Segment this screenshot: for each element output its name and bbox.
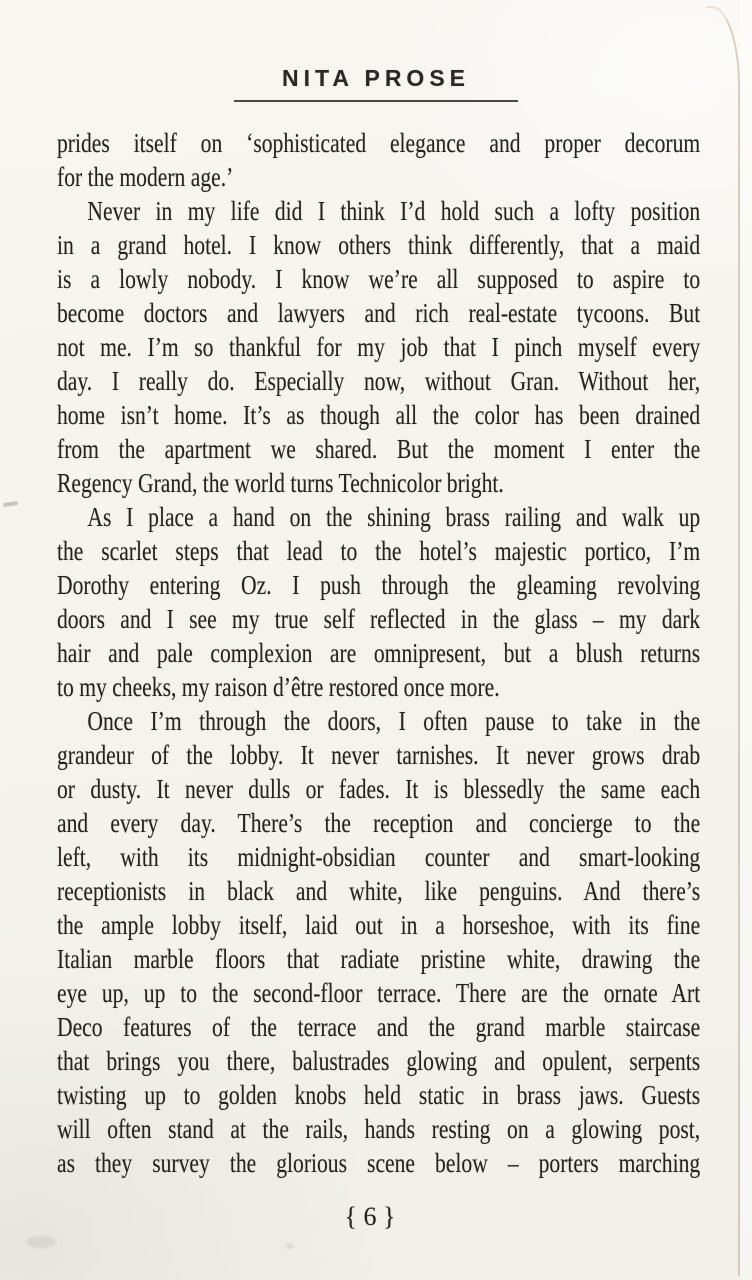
body-line: the ample lobby itself, laid out in a horseshoe, with its fine (57, 910, 700, 940)
page-edge-strip (740, 0, 752, 1280)
body-line: receptionists in black and white, like penguins. And there’s (57, 876, 700, 906)
page-edge-line (706, 6, 740, 1276)
body-line: home isn’t home. It’s as though all the color has been drained (57, 400, 700, 430)
body-line: is a lowly nobody. I know we’re all supposed to aspire to (57, 264, 700, 294)
body-line: As I place a hand on the shining brass railing and walk up (87, 502, 700, 532)
body-line: Once I’m through the doors, I often pause to take in the (87, 706, 700, 736)
body-line: twisting up to golden knobs held static in brass jaws. Guests (57, 1080, 700, 1110)
scan-artifact (3, 501, 18, 507)
body-line: Italian marble floors that radiate pristine white, drawing the (57, 944, 700, 974)
body-line: left, with its midnight-obsidian counter and smart-looking (57, 842, 700, 872)
body-line: grandeur of the lobby. It never tarnishes. It never grows drab (57, 740, 700, 770)
body-line: Deco features of the terrace and the grand marble staircase (57, 1012, 700, 1042)
page-number: { 6 } (344, 1202, 396, 1231)
scan-artifact (26, 1236, 56, 1248)
body-line: prides itself on ‘sophisticated elegance and proper decorum (57, 128, 700, 158)
body-line: eye up, up to the second-floor terrace. There are the ornate Art (57, 978, 700, 1008)
body-line: hair and pale complexion are omnipresent, but a blush returns (57, 638, 700, 668)
page-body (57, 126, 700, 1180)
body-line: will often stand at the rails, hands resting on a glowing post, (57, 1114, 700, 1144)
body-line: become doctors and lawyers and rich real-estate tycoons. But (57, 298, 700, 328)
running-header-title: NITA PROSE (281, 65, 470, 91)
running-header (0, 63, 752, 102)
body-line: that brings you there, balustrades glowing and opulent, serpents (57, 1046, 700, 1076)
body-line: doors and I see my true self reflected in the glass – my dark (57, 604, 700, 634)
body-line: as they survey the glorious scene below – porters marching (57, 1148, 700, 1178)
body-line: Dorothy entering Oz. I push through the gleaming revolving (57, 570, 700, 600)
body-line: or dusty. It never dulls or fades. It is blessedly the same each (57, 774, 700, 804)
body-line: Regency Grand, the world turns Technicolor bright. (57, 468, 504, 498)
scan-artifact (286, 1243, 294, 1249)
body-line: to my cheeks, my raison d’être restored once more. (57, 672, 500, 702)
body-line: from the apartment we shared. But the moment I enter the (57, 434, 700, 464)
body-line: not me. I’m so thankful for my job that I pinch myself every (57, 332, 700, 362)
body-line: the scarlet steps that lead to the hotel’s majestic portico, I’m (57, 536, 700, 566)
body-line: day. I really do. Especially now, without Gran. Without her, (57, 366, 700, 396)
body-line: for the modern age.’ (57, 162, 234, 192)
body-line: and every day. There’s the reception and concierge to the (57, 808, 700, 838)
body-line: in a grand hotel. I know others think differently, that a maid (57, 230, 700, 260)
header-rule (234, 100, 518, 102)
body-line: Never in my life did I think I’d hold such a lofty position (87, 196, 700, 226)
